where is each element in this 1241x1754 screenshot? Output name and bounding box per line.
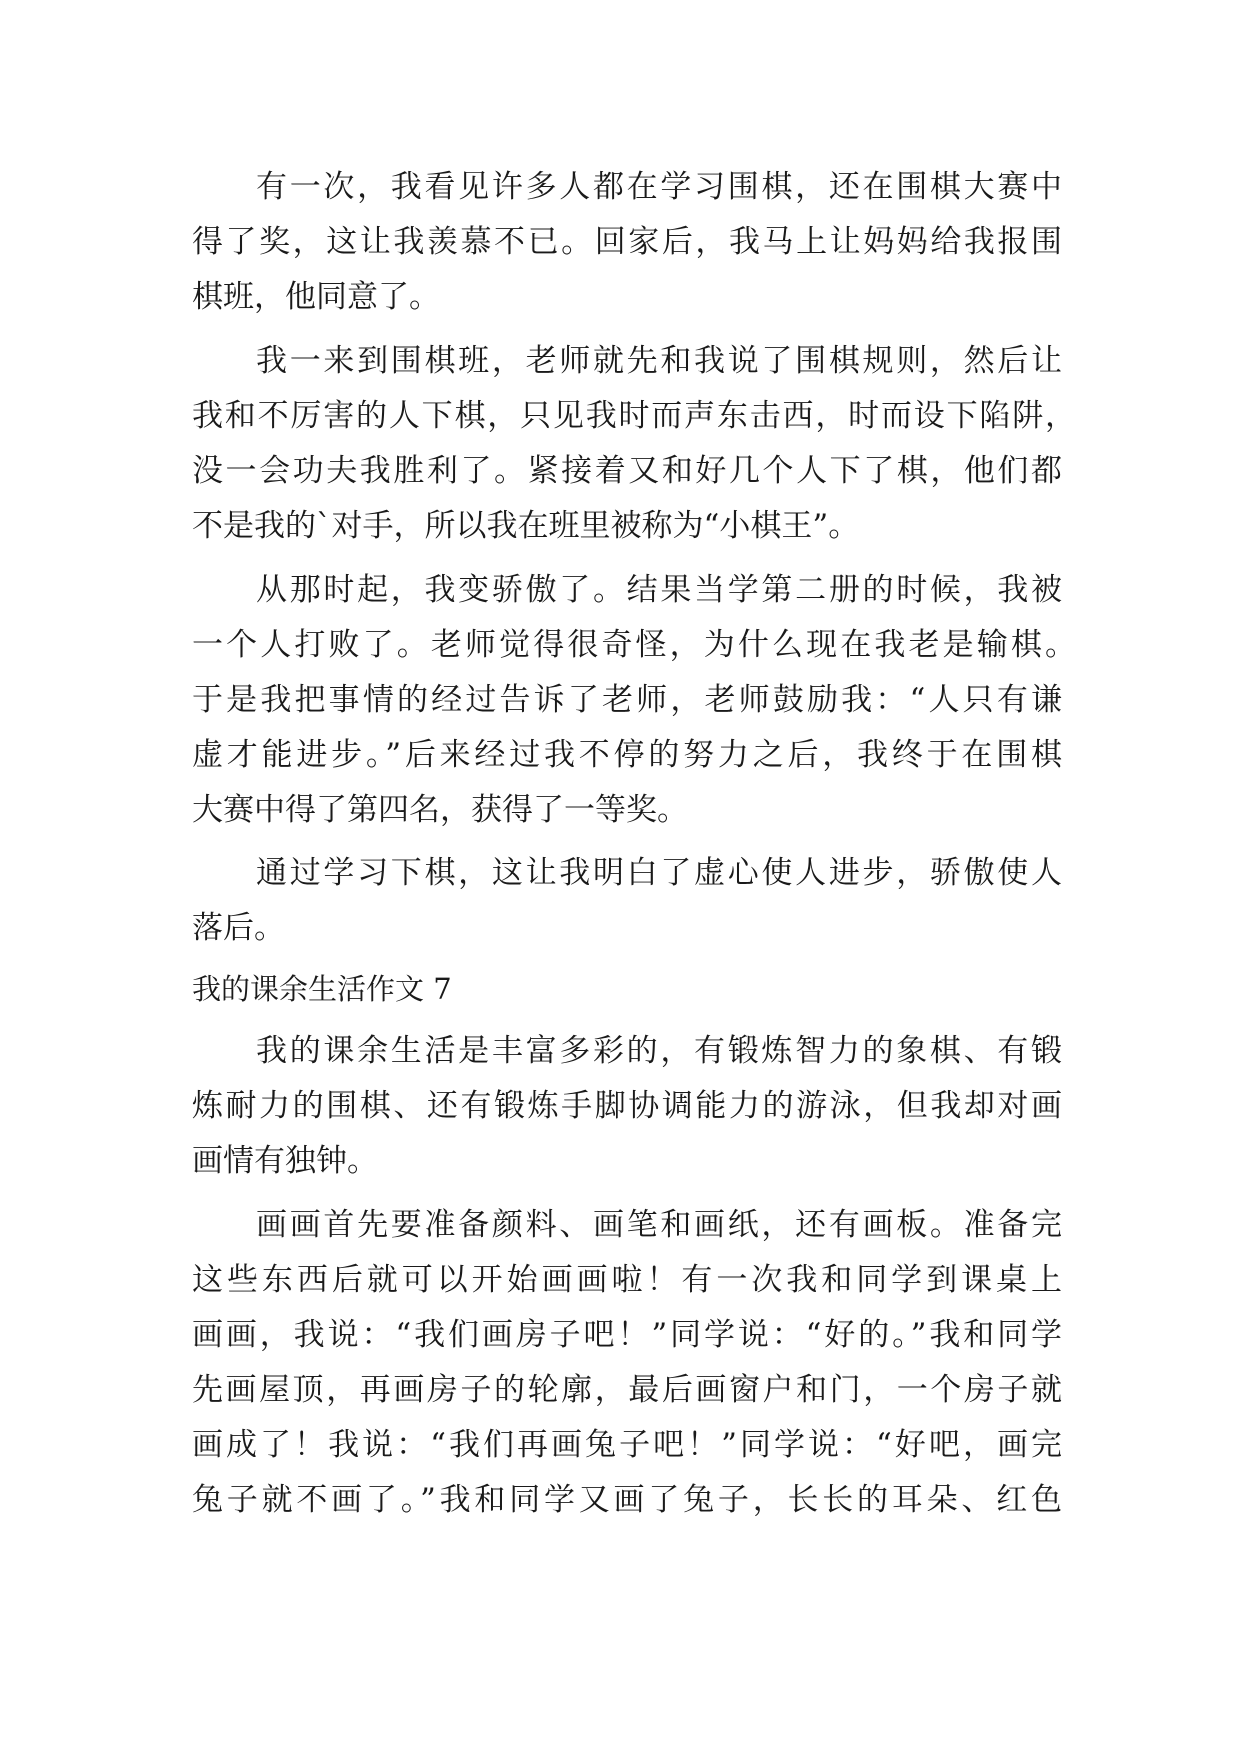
paragraph-4-line-1: 通过学习下棋，这让我明白了虚心使人进步，骄傲使人 — [256, 855, 1062, 891]
section-heading: 我的课余生活作文 7 — [192, 972, 452, 1006]
paragraph-6-line-3: 画画，我说：“我们画房子吧！”同学说：“好的。”我和同学 — [192, 1317, 1062, 1353]
paragraph-2-line-2: 我和不厉害的人下棋，只见我时而声东击西，时而设下陷阱， — [192, 398, 1076, 434]
paragraph-5-line-3: 画情有独钟。 — [192, 1143, 378, 1179]
paragraph-3-line-4: 虚才能进步。”后来经过我不停的努力之后，我终于在围棋 — [192, 737, 1062, 773]
paragraph-3-line-3: 于是我把事情的经过告诉了老师，老师鼓励我：“人只有谦 — [192, 682, 1062, 718]
paragraph-1-line-2: 得了奖，这让我羡慕不已。回家后，我马上让妈妈给我报围 — [192, 224, 1062, 260]
paragraph-3-line-2: 一个人打败了。老师觉得很奇怪，为什么现在我老是输棋。 — [192, 627, 1076, 663]
paragraph-6-line-2: 这些东西后就可以开始画画啦！有一次我和同学到课桌上 — [192, 1262, 1062, 1298]
paragraph-6-line-4: 先画屋顶，再画房子的轮廓，最后画窗户和门，一个房子就 — [192, 1372, 1062, 1408]
paragraph-2-line-1: 我一来到围棋班，老师就先和我说了围棋规则，然后让 — [256, 343, 1062, 379]
paragraph-4-line-2: 落后。 — [192, 910, 285, 946]
paragraph-6-line-5: 画成了！我说：“我们再画兔子吧！”同学说：“好吧，画完 — [192, 1427, 1062, 1463]
paragraph-5-line-2: 炼耐力的围棋、还有锻炼手脚协调能力的游泳，但我却对画 — [192, 1088, 1062, 1124]
paragraph-1-line-3: 棋班，他同意了。 — [192, 279, 440, 315]
paragraph-5-line-1: 我的课余生活是丰富多彩的，有锻炼智力的象棋、有锻 — [256, 1033, 1062, 1069]
paragraph-2-line-4: 不是我的`对手，所以我在班里被称为“小棋王”。 — [192, 508, 860, 544]
paragraph-6-line-6: 兔子就不画了。”我和同学又画了兔子，长长的耳朵、红色 — [192, 1482, 1062, 1518]
paragraph-1-line-1: 有一次，我看见许多人都在学习围棋，还在围棋大赛中 — [256, 169, 1062, 205]
paragraph-6-line-1: 画画首先要准备颜料、画笔和画纸，还有画板。准备完 — [256, 1207, 1062, 1243]
paragraph-3-line-5: 大赛中得了第四名，获得了一等奖。 — [192, 792, 688, 828]
paragraph-3-line-1: 从那时起，我变骄傲了。结果当学第二册的时候，我被 — [256, 572, 1062, 608]
paragraph-2-line-3: 没一会功夫我胜利了。紧接着又和好几个人下了棋，他们都 — [192, 453, 1062, 489]
